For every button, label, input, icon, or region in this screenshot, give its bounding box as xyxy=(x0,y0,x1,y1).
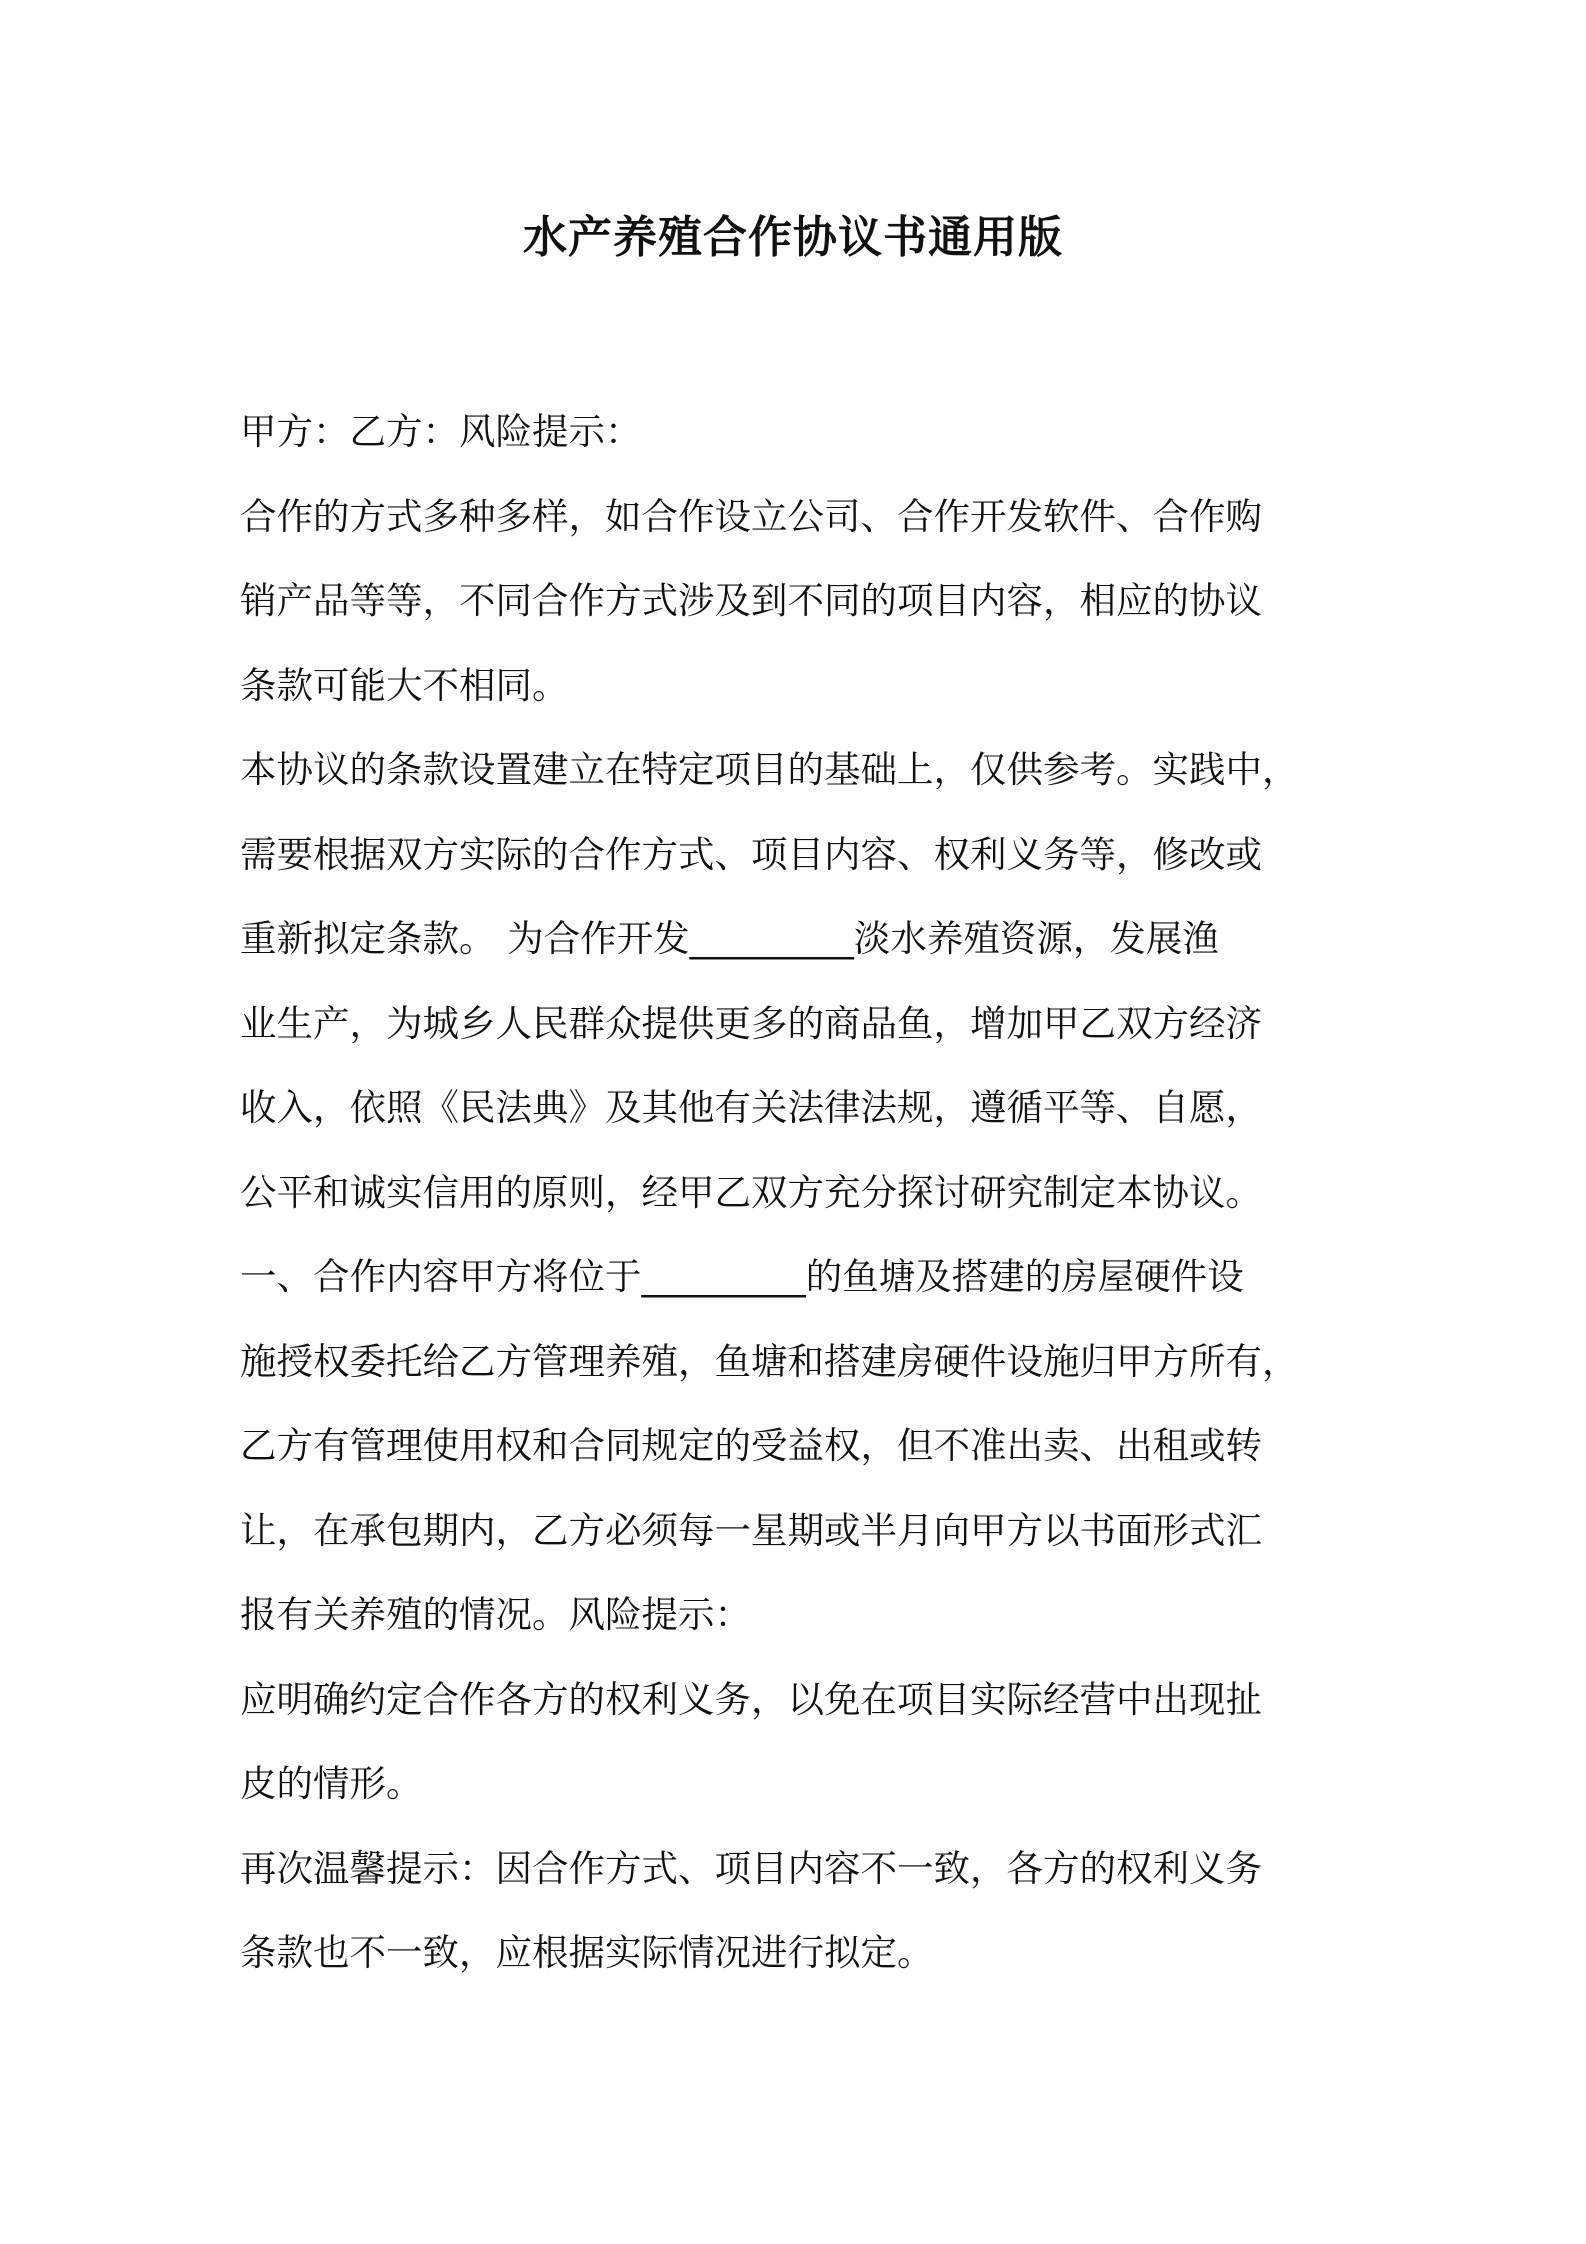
text-line: 需要根据双方实际的合作方式、项目内容、权利义务等，修改或 xyxy=(240,833,1262,876)
text-line: 乙方有管理使用权和合同规定的受益权，但不准出卖、出租或转 xyxy=(240,1424,1262,1467)
text-line: 再次温馨提示：因合作方式、项目内容不一致，各方的权利义务 xyxy=(240,1847,1262,1890)
text-line: 收入，依照《民法典》及其他有关法律法规，遵循平等、自愿， xyxy=(240,1086,1262,1129)
text-line: 合作的方式多种多样，如合作设立公司、合作开发软件、合作购 xyxy=(240,495,1262,538)
text-line: 公平和诚实信用的原则，经甲乙双方充分探讨研究制定本协议。 xyxy=(240,1171,1262,1214)
text-line: 甲方：乙方：风险提示： xyxy=(240,410,642,453)
text-line: 重新拟定条款。 为合作开发_________淡水养殖资源，发展渔 xyxy=(240,917,1219,960)
text-line: 本协议的条款设置建立在特定项目的基础上，仅供参考。实践中， xyxy=(240,748,1299,791)
text-line: 应明确约定合作各方的权利义务，以免在项目实际经营中出现扯 xyxy=(240,1678,1262,1721)
text-line: 销产品等等，不同合作方式涉及到不同的项目内容，相应的协议 xyxy=(240,579,1262,622)
text-line: 条款也不一致，应根据实际情况进行拟定。 xyxy=(240,1931,934,1974)
text-line: 业生产，为城乡人民群众提供更多的商品鱼，增加甲乙双方经济 xyxy=(240,1002,1262,1045)
text-line: 施授权委托给乙方管理养殖，鱼塘和搭建房硬件设施归甲方所有， xyxy=(240,1340,1299,1383)
text-line: 皮的情形。 xyxy=(240,1762,423,1805)
text-line: 让，在承包期内，乙方必须每一星期或半月向甲方以书面形式汇 xyxy=(240,1509,1262,1552)
document-title: 水产养殖合作协议书通用版 xyxy=(523,212,1063,263)
text-line: 条款可能大不相同。 xyxy=(240,664,569,707)
text-line: 一、合作内容甲方将位于_________的鱼塘及搭建的房屋硬件设 xyxy=(240,1255,1244,1298)
text-line: 报有关养殖的情况。风险提示： xyxy=(240,1593,751,1636)
